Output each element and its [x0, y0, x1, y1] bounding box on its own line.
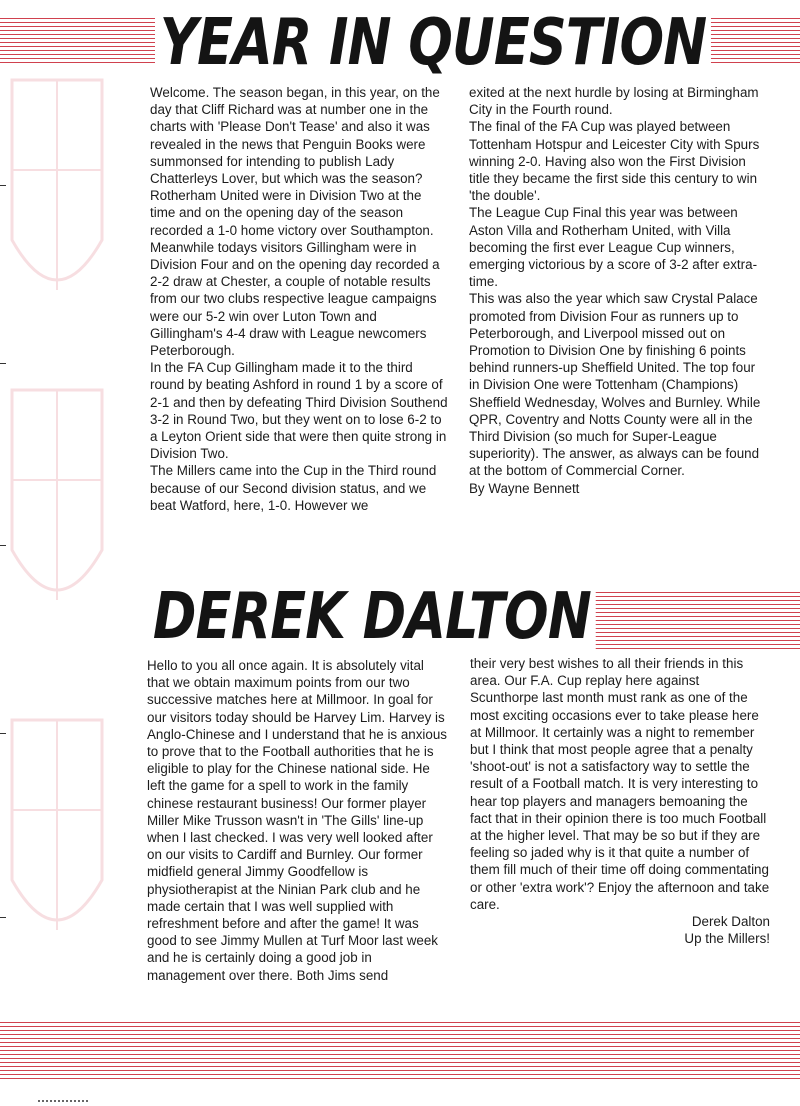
paragraph: Welcome. The season began, in this year, on the day that Cliff Richard was at number one in the charts with 'Please Don't Tease' and also it was revealed in the news that Penguin Books were summonsed for intending to publish Lady Chatterleys Lover, but which was the season?: [150, 85, 440, 187]
paragraph: This was also the year which saw Crystal Palace promoted from Division Four as runners up to Peterborough, and Liverpool missed out on Promotion to Division One by finishing 6 points behind runners-up Sheffield United. The top four in Division One were Tottenham (Champions) Sheffield Wednesday, Wolves and Burnley. While QPR, Coventry and Notts County were all in the Third Division (so much for Super-League superiority). The answer, as always can be found at the bottom of Commercial Corner.: [469, 291, 761, 479]
edge-tick: [0, 917, 6, 918]
paragraph: Hello to you all once again. It is absolutely vital that we obtain maximum points from our two successive matches here at Millmoor. In goal for our visitors today should be Harvey Lim. Harvey is Anglo-Chinese and I understand that he is anxious to prove that to the Football authorities that he is eligible to play for the Chinese national side. He left the game for a spell to work in the family chinese restaurant business! Our former player Miller Mike Trusson wasn't in 'The Gills' line-up when I last checked. I was very well looked after on our visits to Cardiff and Burnley. Our former midfield general Jimmy Goodfellow is physiotherapist at the Ninian Park club and he made certain that I was well supplied with refreshment before and after the game! It was good to see Jimmy Mullen at Turf Moor last week and he is certainly doing a good job in management over there. Both Jims send: [147, 658, 448, 983]
bottom-red-rules: [0, 1022, 800, 1082]
paragraph: The final of the FA Cup was played between Tottenham Hotspur and Leicester City with Spurs winning 2-0. Having also won the First Division title they became the first side this century to win 'the double'.: [469, 119, 760, 204]
edge-tick: [0, 185, 6, 186]
edge-tick: [0, 363, 6, 364]
byline: By Wayne Bennett: [469, 480, 580, 496]
crest-watermark-bottom: [2, 700, 112, 1000]
article2-column-2: [470, 655, 770, 947]
crest-watermark-middle: [2, 370, 112, 670]
article-title-derek-dalton: DEREK DALTON: [148, 582, 596, 652]
article-title-year-in-question: YEAR IN QUESTION: [155, 8, 711, 78]
signature-name: Derek Dalton: [691, 914, 770, 930]
paragraph: In the FA Cup Gillingham made it to the third round by beating Ashford in round 1 by a score of 2-1 and then by defeating Third Division Southend 3-2 in Round Two, but they went on to lose 6-2 to a Leyton Orient side that were then quite strong in Division Two.: [150, 360, 448, 462]
article2-column-1: [147, 657, 447, 984]
article1-column-1: [150, 84, 450, 514]
paragraph: exited at the next hurdle by losing at Birmingham City in the Fourth round.: [469, 85, 759, 118]
paragraph: The League Cup Final this year was between Aston Villa and Rotherham United, with Villa becoming the first ever League Cup winners, emerging victorious by a score of 3-2 after extra-time.: [469, 205, 758, 290]
edge-tick: [0, 545, 6, 546]
edge-tick: [0, 733, 6, 734]
signature-line: Up the Millers!: [684, 931, 770, 947]
paragraph: their very best wishes to all their friends in this area. Our F.A. Cup replay here against Scunthorpe last month must rank as one of the most exciting occasions ever to take please here at Millmoor. It certainly was a night to remember but I think that most people agree that a penalty 'shoot-out' is not a satisfactory way to settle the result of a Football match. It is very interesting to hear top players and managers bemoaning the fact that in their opinion there is too much Football at the higher level. That may be so but if they are feeling so jaded why is it that quite a number of them fill much of their time off doing commentating or other 'extra work'? Enjoy the afternoon and take care.: [470, 656, 770, 912]
crest-shield-icon: [2, 60, 112, 360]
article1-column-2: [469, 84, 769, 497]
bottom-dotted-mark: [38, 1100, 88, 1102]
crest-shield-icon: [2, 370, 112, 670]
paragraph: Rotherham United were in Division Two at the time and on the opening day of the season recorded a 1-0 home victory over Southampton. Meanwhile todays visitors Gillingham were in Division Four and on the opening day recorded a 2-2 draw at Chester, a couple of notable results from our two clubs respective league campaigns were our 5-2 win over Luton Town and Gillingham's 4-4 draw with League newcomers Peterborough.: [150, 188, 440, 359]
crest-watermark-top: [2, 60, 112, 360]
paragraph: The Millers came into the Cup in the Third round because of our Second division status, and we beat Watford, here, 1-0. However we: [150, 463, 437, 513]
crest-shield-icon: [2, 700, 112, 1000]
